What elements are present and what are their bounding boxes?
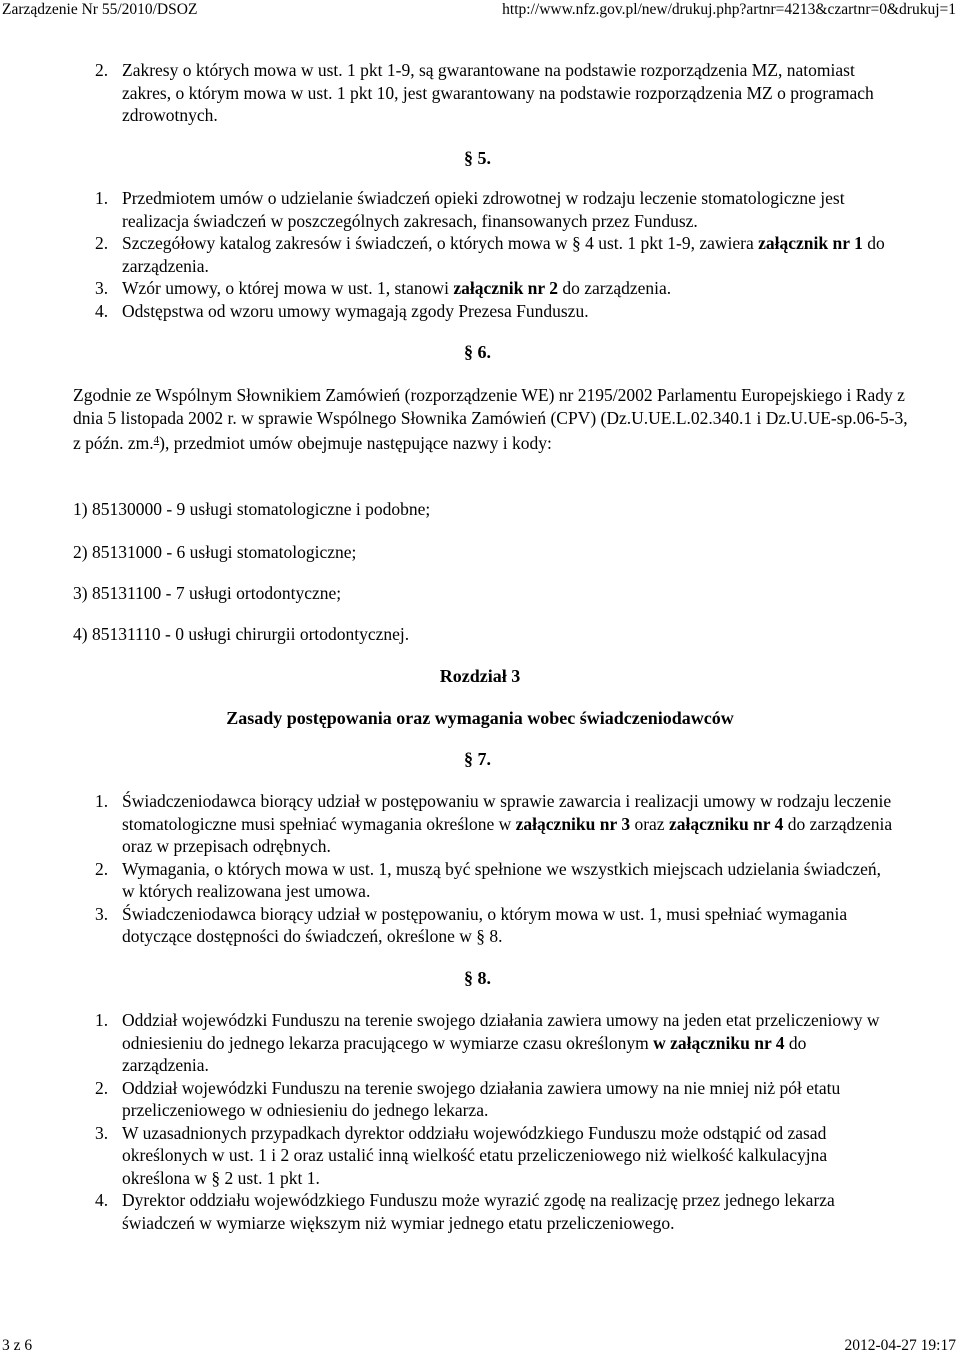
list-item: 1. Przedmiotem umów o udzielanie świadczeń opieki zdrowotnej w rodzaju leczenie stomatologiczne jest realizacja świadczeń w poszczególnych zakresach, finansowanych przez Fundusz. bbox=[95, 188, 845, 231]
list-item: 2. Szczegółowy katalog zakresów i świadczeń, o których mowa w § 4 ust. 1 pkt 1-9, zawiera załącznik nr 1 do zarządzenia. bbox=[95, 233, 885, 276]
page-number: 3 z 6 bbox=[2, 1337, 33, 1354]
section-6-text: Zgodnie ze Wspólnym Słownikiem Zamówień (rozporządzenie WE) nr 2195/2002 Parlamentu Europejskiego i Rady z dnia 5 listopada 2002 r. w sprawie Wspólnego Słownika Zamówień (CPV) (Dz.U.UE.L.02.340.1 i Dz.U.UE-sp.06-5-3, z późn. zm.$^4$), przedmiot umów obejmuje następujące nazwy i kody: bbox=[73, 385, 908, 453]
header-document-title: Zarządzenie Nr 55/2010/DSOZ bbox=[2, 1, 198, 18]
cpv-code-item: 2) 85131000 - 6 usługi stomatologiczne; bbox=[73, 542, 357, 562]
section-7-heading: § 7. bbox=[464, 749, 491, 769]
header-url[interactable]: http://www.nfz.gov.pl/new/drukuj.php?artnr=4213&czartnr=0&drukuj=1 bbox=[502, 1, 956, 18]
list-item: 2. Zakresy o których mowa w ust. 1 pkt 1-9, są gwarantowane na podstawie rozporządzenia MZ, natomiast zakres, o którym mowa w ust. 1 pkt 10, jest gwarantowany na podstawie rozporządzenia MZ o programach zdrowotnych. bbox=[95, 60, 874, 125]
paragraph-4-list bbox=[95, 59, 895, 127]
list-item: 2. Wymagania, o których mowa w ust. 1, muszą być spełnione we wszystkich miejscach udzielania świadczeń, w których realizowana jest umowa. bbox=[95, 858, 881, 901]
list-item: 1. Oddział wojewódzki Funduszu na terenie swojego działania zawiera umowy na jeden etat przeliczeniowy w odniesieniu do jednego lekarza pracującego w wymiarze czasu określonym w załączniku nr 4 do zarządzenia. bbox=[95, 1010, 880, 1075]
list-item: 3. Świadczeniodawca biorący udział w postępowaniu, o którym mowa w ust. 1, musi spełniać wymagania dotyczące dostępności do świadczeń, określone w § 8. bbox=[95, 903, 848, 946]
list-item: 3. Wzór umowy, o której mowa w ust. 1, stanowi załącznik nr 2 do zarządzenia. bbox=[95, 278, 672, 298]
list-item: 1. Świadczeniodawca biorący udział w postępowaniu w sprawie zawarcia i realizacji umowy w rodzaju leczenie stomatologiczne musi spełniać wymagania określone w załączniku nr 3 oraz załączniku nr 4 do zarządzenia oraz w przepisach odrębnych. bbox=[95, 791, 893, 856]
cpv-code-item: 1) 85130000 - 9 usługi stomatologiczne i podobne; bbox=[73, 499, 431, 519]
list-item: 4. Dyrektor oddziału wojewódzkiego Funduszu może wyrazić zgodę na realizację przez jednego lekarza świadczeń w wymiarze większym niż wymiar jednego etatu przeliczeniowego. bbox=[95, 1190, 835, 1233]
list-item: 4. Odstępstwa od wzoru umowy wymagają zgody Prezesa Funduszu. bbox=[95, 300, 589, 321]
footnote-link[interactable]: 4 bbox=[153, 434, 160, 446]
cpv-code-item: 4) 85131110 - 0 usługi chirurgii ortodontycznej. bbox=[73, 624, 410, 644]
print-timestamp: 2012-04-27 19:17 bbox=[844, 1337, 956, 1354]
section-5-heading: § 5. bbox=[464, 148, 491, 168]
chapter-title: Zasady postępowania oraz wymagania wobec świadczeniodawców bbox=[226, 708, 734, 728]
chapter-heading: Rozdział 3 bbox=[439, 666, 521, 686]
section-6-heading: § 6. bbox=[464, 342, 491, 362]
cpv-code-item: 3) 85131100 - 7 usługi ortodontyczne; bbox=[73, 583, 342, 603]
section-5-list bbox=[95, 187, 895, 322]
list-item: 2. Oddział wojewódzki Funduszu na terenie swojego działania zawiera umowy na nie mniej niż pół etatu przeliczeniowego w odniesieniu do jednego lekarza. bbox=[95, 1077, 841, 1120]
list-item: 3. W uzasadnionych przypadkach dyrektor oddziału wojewódzkiego Funduszu może odstąpić od zasad określonych w ust. 1 i 2 oraz ustalić inną wielkość etatu przeliczeniowego niż wielkość kalkulacyjna określona w § 2 ust. 1 pkt 1. bbox=[95, 1122, 828, 1188]
section-8-list bbox=[95, 1009, 895, 1234]
section-7-list bbox=[95, 790, 895, 948]
section-8-heading: § 8. bbox=[464, 968, 491, 988]
